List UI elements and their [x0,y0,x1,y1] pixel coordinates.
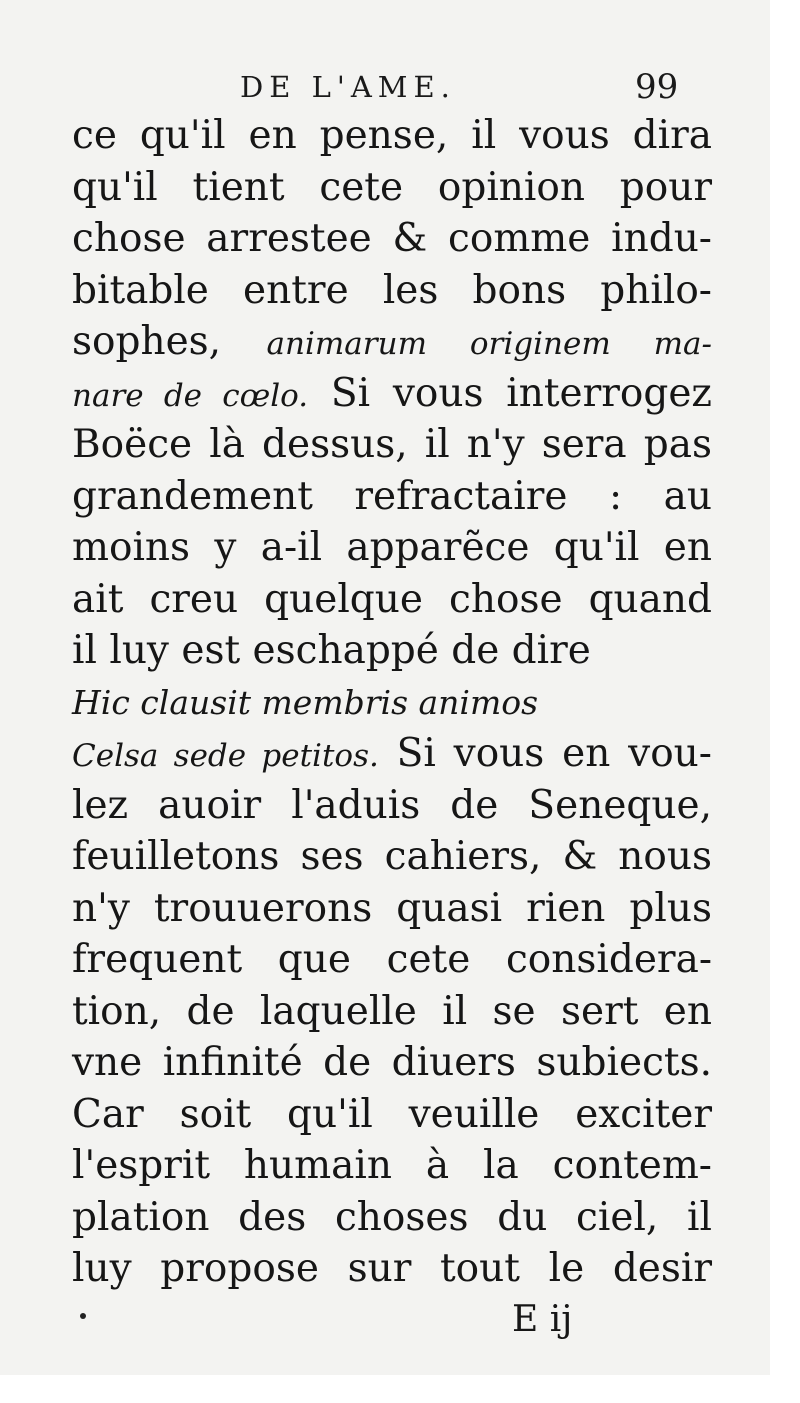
text-line-6-italic: nare de cœlo. [72,377,309,414]
body-text [72,110,712,1295]
text-line-16: n'y trouuerons quasi rien plus [72,885,712,931]
text-line-15: feuilletons ses cahiers, & nous [72,834,712,879]
text-line-19: vne infinité de diuers subiects. [72,1040,712,1085]
signature-mark: E ij [512,1299,573,1340]
text-line-9: moins y a-il apparẽce qu'il en [72,525,712,570]
printer-mark-dot [80,1313,86,1319]
text-line-21: l'esprit humain à la contem- [72,1143,712,1188]
text-line-5-roman: sophes, [72,319,222,364]
text-line-5 [72,316,712,368]
text-line-17: frequent que cete considera- [72,937,712,982]
text-line-1: ce qu'il en pense, il vous dira [72,113,712,158]
text-line-2: qu'il tient cete opinion pour [72,164,712,210]
text-line-3: chose arrestee & comme indu- [72,216,712,261]
text-line-6 [72,368,712,420]
text-line-14: lez auoir l'aduis de Seneque, [72,782,712,828]
text-line-20: Car soit qu'il veuille exciter [72,1091,712,1137]
text-line-13 [72,728,712,780]
text-line-22: plation des choses du ciel, il [72,1194,712,1240]
text-line-11: il luy est eschappé de dire [72,628,591,673]
page-number: 99 [635,67,679,107]
text-line-23: luy propose sur tout le desir [72,1246,712,1291]
text-line-10: ait creu quelque chose quand [72,576,712,622]
text-line-18: tion, de laquelle il se sert en [72,988,712,1034]
text-line-7: Boëce là dessus, il n'y sera pas [72,422,712,467]
text-line-8: grandement refractaire : au [72,473,712,519]
running-head-title: DE L'AME. [240,70,456,104]
text-line-13-roman: Si vous en vou- [396,731,712,776]
catchword-line [0,1295,770,1345]
text-line-6-roman: Si vous interrogez [330,370,712,416]
text-line-4: bitable entre les bons philo- [72,267,712,313]
text-line-5-italic: animarum originem ma- [266,326,713,362]
running-head [0,62,770,112]
verse-line-2-italic: Celsa sede petitos. [72,738,379,774]
verse-line-1: Hic clausit membris animos [72,682,539,722]
